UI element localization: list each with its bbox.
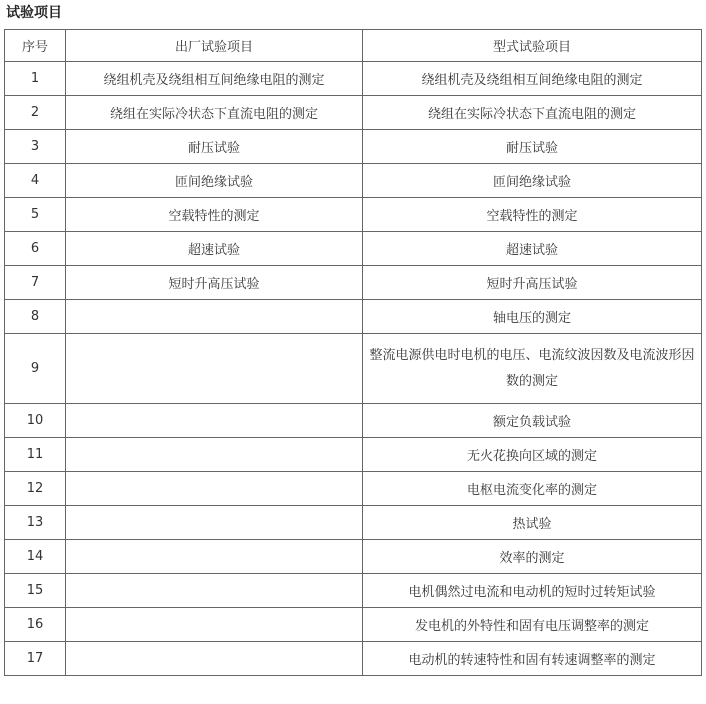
cell-factory-test [66, 404, 363, 438]
header-type-tests: 型式试验项目 [363, 30, 702, 62]
cell-factory-test [66, 506, 363, 540]
section-title: 试验项目 [6, 5, 62, 21]
cell-no: 8 [5, 300, 66, 334]
cell-no: 15 [5, 574, 66, 608]
cell-factory-test [66, 438, 363, 472]
cell-type-test: 效率的测定 [363, 540, 702, 574]
table-row [5, 198, 702, 232]
cell-factory-test: 绕组机壳及绕组相互间绝缘电阻的测定 [66, 62, 363, 96]
cell-no: 3 [5, 130, 66, 164]
table-row [5, 130, 702, 164]
cell-type-test: 超速试验 [363, 232, 702, 266]
cell-factory-test: 短时升高压试验 [66, 266, 363, 300]
cell-type-test: 热试验 [363, 506, 702, 540]
cell-no: 10 [5, 404, 66, 438]
cell-no: 11 [5, 438, 66, 472]
table-row [5, 164, 702, 198]
table-row [5, 608, 702, 642]
cell-type-test: 绕组在实际冷状态下直流电阻的测定 [363, 96, 702, 130]
table-row [5, 404, 702, 438]
table-row [5, 472, 702, 506]
cell-factory-test [66, 574, 363, 608]
cell-no: 16 [5, 608, 66, 642]
cell-no: 2 [5, 96, 66, 130]
cell-type-test: 绕组机壳及绕组相互间绝缘电阻的测定 [363, 62, 702, 96]
table-row [5, 540, 702, 574]
table-row [5, 642, 702, 676]
table-row [5, 506, 702, 540]
cell-factory-test: 匝间绝缘试验 [66, 164, 363, 198]
cell-factory-test: 绕组在实际冷状态下直流电阻的测定 [66, 96, 363, 130]
table-row [5, 438, 702, 472]
cell-type-test: 电枢电流变化率的测定 [363, 472, 702, 506]
cell-type-test: 匝间绝缘试验 [363, 164, 702, 198]
table-header-row [5, 30, 702, 62]
table-row [5, 232, 702, 266]
cell-type-test: 电动机的转速特性和固有转速调整率的测定 [363, 642, 702, 676]
cell-type-test: 整流电源供电时电机的电压、电流纹波因数及电流波形因数的测定 [363, 334, 702, 404]
cell-no: 14 [5, 540, 66, 574]
cell-type-test: 短时升高压试验 [363, 266, 702, 300]
cell-type-test: 轴电压的测定 [363, 300, 702, 334]
cell-no: 9 [5, 334, 66, 404]
cell-factory-test: 耐压试验 [66, 130, 363, 164]
cell-no: 4 [5, 164, 66, 198]
cell-no: 17 [5, 642, 66, 676]
test-items-table [4, 29, 702, 676]
header-no: 序号 [5, 30, 66, 62]
cell-no: 1 [5, 62, 66, 96]
cell-no: 7 [5, 266, 66, 300]
cell-factory-test [66, 472, 363, 506]
table-row [5, 96, 702, 130]
cell-type-test: 电机偶然过电流和电动机的短时过转矩试验 [363, 574, 702, 608]
cell-factory-test [66, 334, 363, 404]
cell-factory-test [66, 608, 363, 642]
cell-factory-test [66, 300, 363, 334]
cell-type-test: 发电机的外特性和固有电压调整率的测定 [363, 608, 702, 642]
cell-type-test: 无火花换向区域的测定 [363, 438, 702, 472]
header-factory-tests: 出厂试验项目 [66, 30, 363, 62]
table-row [5, 300, 702, 334]
cell-factory-test [66, 642, 363, 676]
cell-no: 6 [5, 232, 66, 266]
cell-factory-test: 空载特性的测定 [66, 198, 363, 232]
table-row [5, 266, 702, 300]
cell-no: 13 [5, 506, 66, 540]
cell-type-test: 额定负载试验 [363, 404, 702, 438]
cell-factory-test: 超速试验 [66, 232, 363, 266]
table-row [5, 574, 702, 608]
cell-type-test: 空载特性的测定 [363, 198, 702, 232]
cell-no: 12 [5, 472, 66, 506]
table-row [5, 62, 702, 96]
cell-type-test: 耐压试验 [363, 130, 702, 164]
cell-no: 5 [5, 198, 66, 232]
table-row [5, 334, 702, 404]
cell-factory-test [66, 540, 363, 574]
